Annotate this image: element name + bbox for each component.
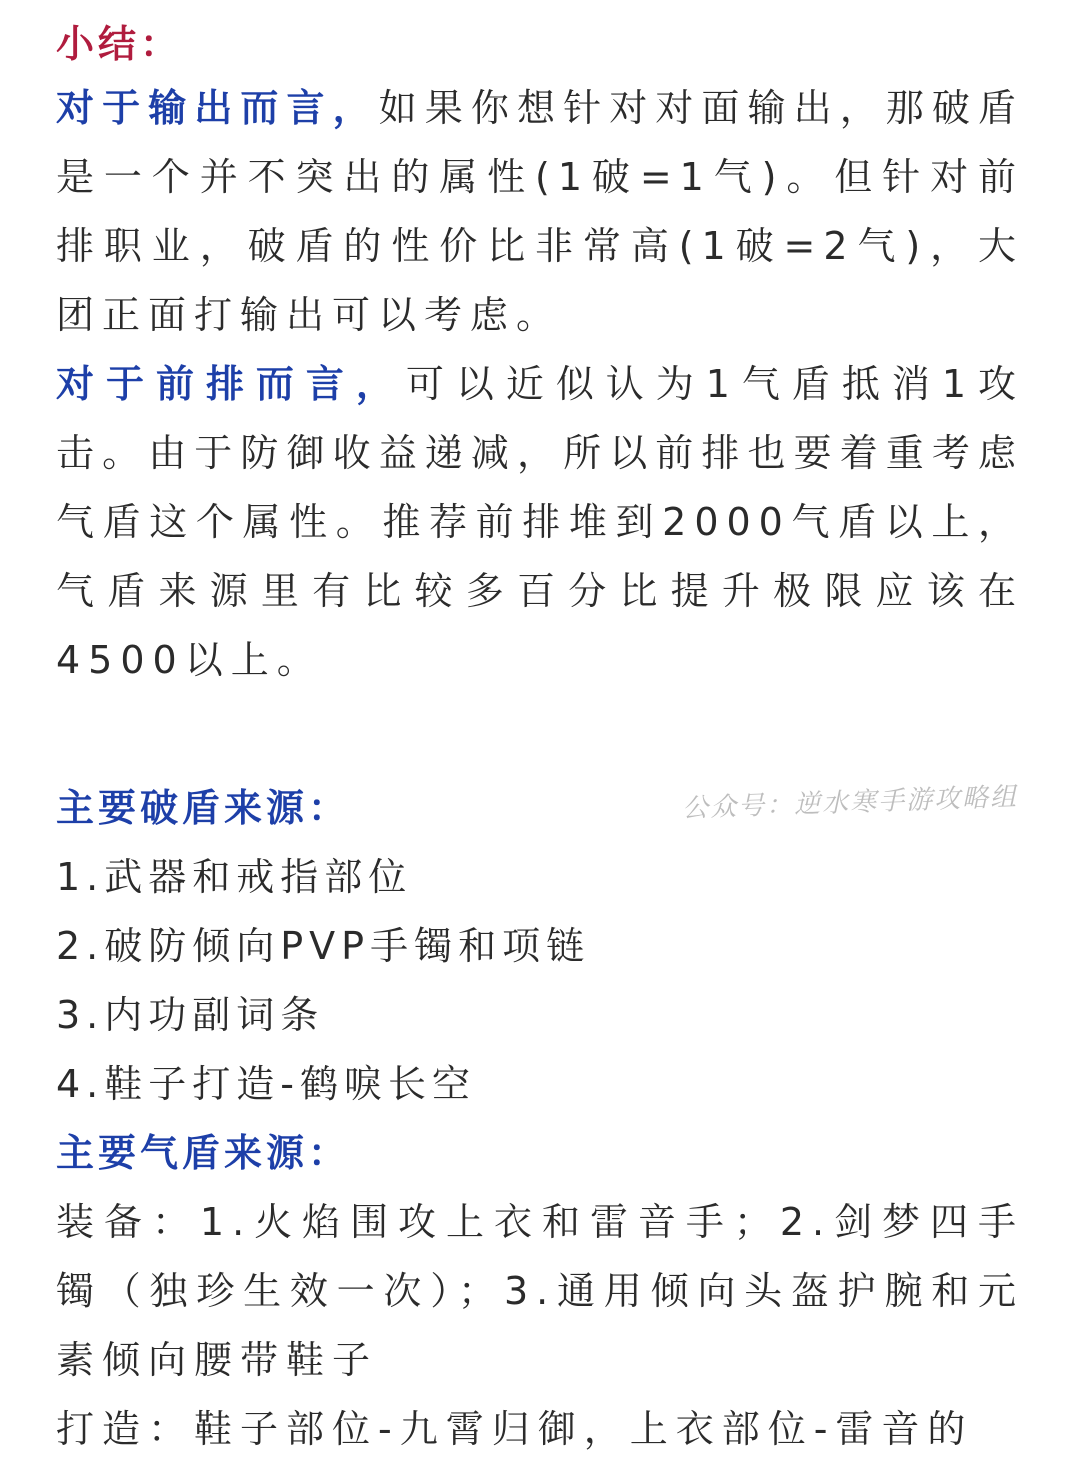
tank-paragraph <box>56 350 1024 695</box>
break-sources-header-row <box>56 774 1024 843</box>
spacer <box>56 695 1024 774</box>
output-text: 如果你想针对对面输出，那破盾是一个并不突出的属性(1破=1气)。但针对前排职业，破盾的性价比非常高(1破=2气)，大团正面打输出可以考虑。 <box>56 86 1024 337</box>
list-item: 4.鞋子打造-鹤唳长空 <box>56 1062 476 1106</box>
article <box>56 14 1024 1464</box>
shield-equipment-paragraph: 装备：1.火焰围攻上衣和雷音手；2.剑梦四手镯（独珍生效一次）；3.通用倾向头盔护腕和元素倾向腰带鞋子 <box>56 1200 1024 1382</box>
list-item: 3.内功副词条 <box>56 993 325 1037</box>
output-paragraph <box>56 74 1024 350</box>
tank-lead: 对于前排而言， <box>56 362 406 406</box>
list-item: 2.破防倾向PVP手镯和项链 <box>56 924 591 968</box>
output-lead: 对于输出而言， <box>56 86 379 130</box>
summary-title: 小结： <box>56 22 183 66</box>
watermark: 公众号：逆水寒手游攻略组 <box>681 782 1019 824</box>
list-item: 1.武器和戒指部位 <box>56 855 413 899</box>
break-sources-heading: 主要破盾来源： <box>56 786 351 830</box>
break-sources-list <box>56 843 1024 1119</box>
tank-text: 可以近似认为1气盾抵消1攻击。由于防御收益递减，所以前排也要着重考虑气盾这个属性。推荐前排堆到2000气盾以上，气盾来源里有比较多百分比提升极限应该在4500以上。 <box>56 362 1024 682</box>
shield-crafting-paragraph: 打造：鞋子部位-九霄归御，上衣部位-雷音的 <box>56 1407 974 1451</box>
shield-sources-heading: 主要气盾来源： <box>56 1131 351 1175</box>
